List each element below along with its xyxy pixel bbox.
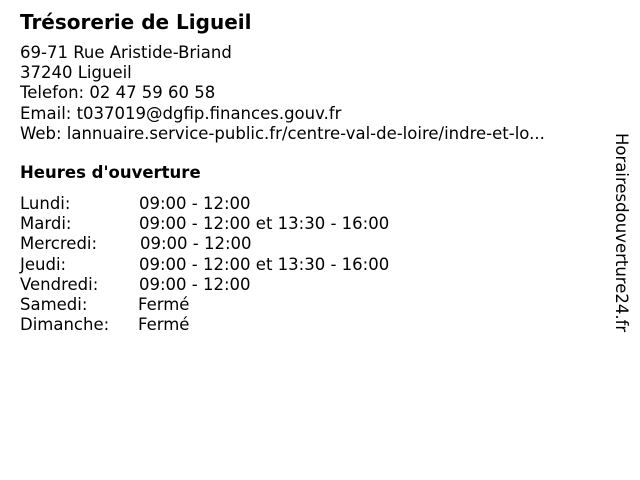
time-value: 09:00 - 12:00: [139, 194, 251, 213]
site-brand: Horairesdouverture24.fr: [612, 133, 631, 333]
time-value: 09:00 - 12:00: [139, 274, 251, 294]
contact-block: [20, 43, 545, 144]
street-address: 69-71 Rue Aristide-Briand: [20, 43, 232, 62]
time-value: Fermé: [138, 294, 190, 314]
page-title: Trésorerie de Ligueil: [20, 10, 252, 34]
day-label: Dimanche:: [20, 315, 110, 335]
day-label: Mercredi:: [20, 234, 98, 254]
time-value: Fermé: [138, 315, 190, 335]
phone-number: Telefon: 02 47 59 60 58: [20, 83, 216, 103]
time-value: 09:00 - 12:00 et 13:30 - 16:00: [139, 254, 390, 274]
day-label: Jeudi:: [20, 254, 67, 274]
time-value: 09:00 - 12:00: [140, 234, 252, 254]
city-address: 37240 Ligueil: [20, 63, 132, 83]
day-label: Samedi:: [20, 294, 88, 314]
hours-heading: Heures d'ouverture: [20, 163, 201, 182]
email-address: Email: t037019@dgfip.finances.gouv.fr: [20, 103, 342, 123]
time-value: 09:00 - 12:00 et 13:30 - 16:00: [139, 214, 390, 234]
website-link: Web: lannuaire.service-public.fr/centre-val-de-loire/indre-et-lo...: [20, 123, 545, 143]
day-label: Vendredi:: [20, 274, 99, 294]
day-label: Mardi:: [20, 214, 72, 234]
day-label: Lundi:: [20, 194, 71, 213]
